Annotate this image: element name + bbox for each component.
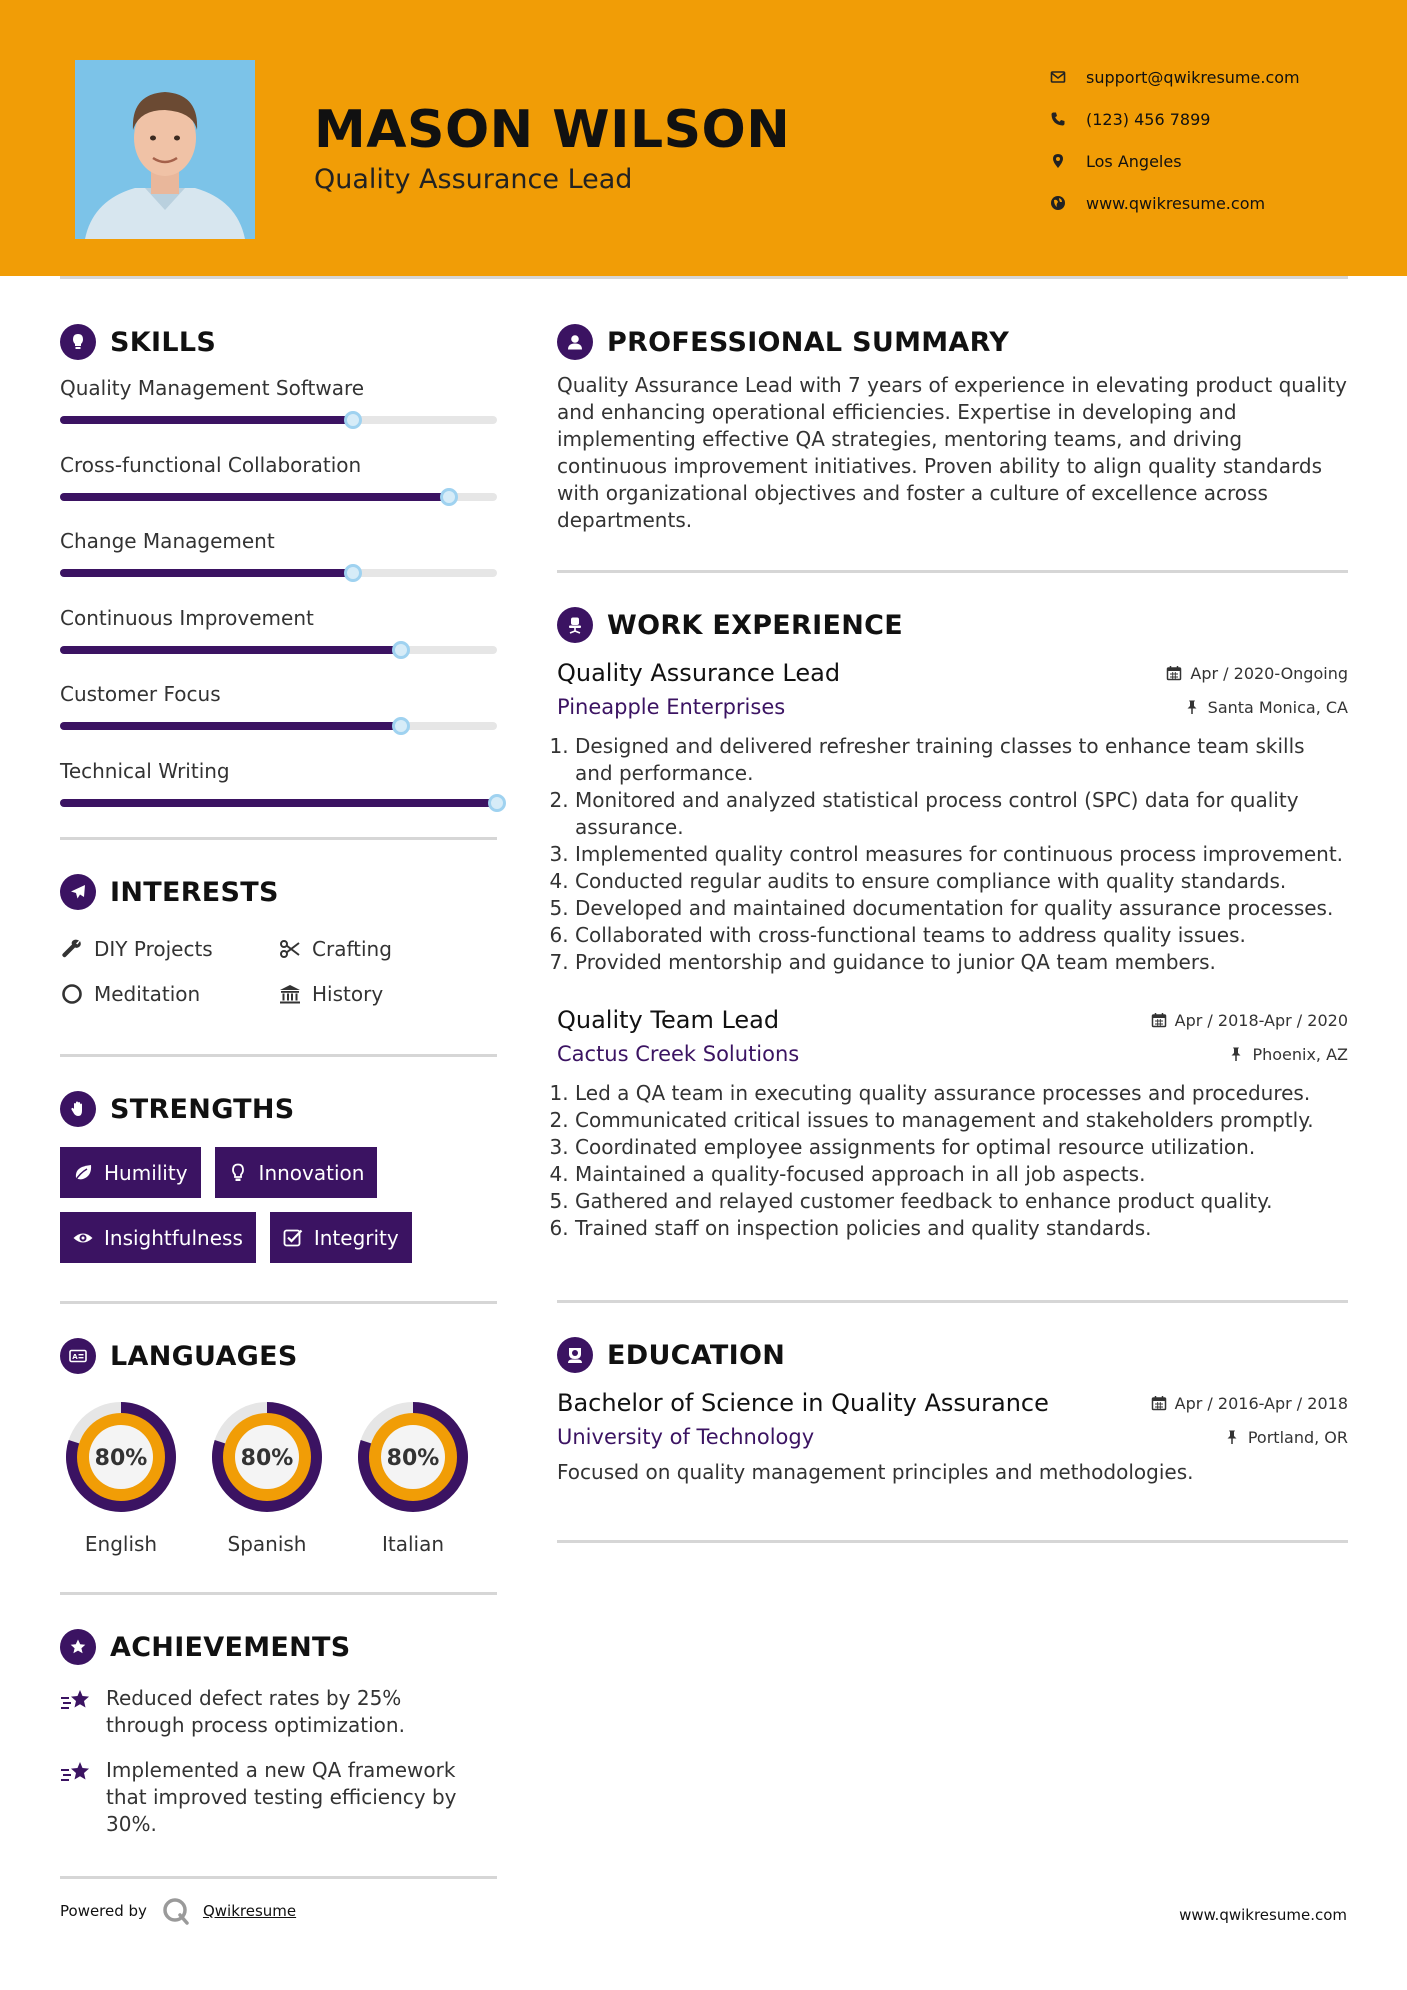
experience-title: WORK EXPERIENCE xyxy=(607,609,903,641)
skill-bar-fill xyxy=(60,416,353,424)
language-name: English xyxy=(84,1532,158,1556)
language-name: Italian xyxy=(381,1532,445,1556)
summary-heading xyxy=(557,318,1348,366)
languages-heading xyxy=(60,1332,497,1380)
job-dates-text: Apr / 2020-Ongoing xyxy=(1190,663,1348,683)
language-ring xyxy=(206,1396,328,1518)
user-icon xyxy=(557,324,593,360)
wrench-icon xyxy=(60,937,84,961)
job-subheader xyxy=(557,695,1348,719)
contact-location xyxy=(1050,140,1300,182)
paper-plane-icon xyxy=(60,874,96,910)
envelope-icon xyxy=(1050,69,1086,85)
circle-icon xyxy=(60,982,84,1006)
pushpin-icon xyxy=(1224,1429,1240,1445)
profile-photo-image xyxy=(75,60,255,239)
job-location xyxy=(1228,1045,1348,1064)
job-subheader xyxy=(557,1042,1348,1066)
company-name: Pineapple Enterprises xyxy=(557,695,786,719)
duty-item: 7. Provided mentorship and guidance to junior QA team members. xyxy=(575,949,1348,976)
skill-bar-knob xyxy=(344,564,362,582)
qwikresume-logo-icon xyxy=(161,1896,191,1926)
lightbulb-icon xyxy=(60,324,96,360)
interests-heading xyxy=(60,868,497,916)
leaf-icon xyxy=(72,1162,94,1184)
skill-bar-knob xyxy=(440,488,458,506)
skill-bar xyxy=(60,799,497,807)
skill-name: Cross-functional Collaboration xyxy=(60,452,362,477)
interests-title: INTERESTS xyxy=(110,876,279,908)
duty-item: 6. Trained staff on inspection policies and quality standards. xyxy=(575,1215,1348,1242)
skill-bar xyxy=(60,493,497,501)
strength-badge xyxy=(270,1212,412,1263)
profile-photo xyxy=(75,60,255,239)
language-item xyxy=(206,1396,328,1556)
footer-powered-by xyxy=(60,1896,296,1926)
job-header xyxy=(557,1006,1348,1034)
achievement-text: Reduced defect rates by 25% through process optimization. xyxy=(106,1686,405,1737)
skill-item xyxy=(60,366,497,443)
skill-bar-fill xyxy=(60,722,401,730)
shooting-star-icon xyxy=(60,1687,94,1715)
education-heading xyxy=(557,1331,1348,1379)
skill-name: Customer Focus xyxy=(60,682,221,706)
education-header xyxy=(557,1389,1348,1417)
skills-list xyxy=(60,366,497,825)
skill-bar-fill xyxy=(60,569,353,577)
languages-list xyxy=(60,1396,497,1556)
star-badge-icon xyxy=(60,1629,96,1665)
skill-bar-knob xyxy=(344,411,362,429)
language-ring xyxy=(60,1396,182,1518)
skill-name: Change Management xyxy=(60,529,275,553)
duty-item: 3. Coordinated employee assignments for optimal resource utilization. xyxy=(575,1134,1348,1161)
job-header xyxy=(557,659,1348,687)
strength-badge xyxy=(215,1147,378,1198)
museum-icon xyxy=(278,982,302,1006)
section-divider xyxy=(60,1054,497,1057)
lightbulb-icon xyxy=(227,1162,249,1184)
duty-item: 1. Led a QA team in executing quality assurance processes and procedures. xyxy=(575,1080,1348,1107)
strengths-list xyxy=(60,1147,497,1263)
job-title: Quality Team Lead xyxy=(557,1006,780,1034)
job-location-text: Santa Monica, CA xyxy=(1207,697,1348,717)
education-dates xyxy=(1151,1394,1348,1413)
skill-bar-knob xyxy=(392,717,410,735)
candidate-role: Quality Assurance Lead xyxy=(314,164,633,195)
achievement-item xyxy=(60,1757,497,1838)
qwikresume-link[interactable]: Qwikresume xyxy=(202,1902,297,1920)
education-title: EDUCATION xyxy=(607,1339,786,1371)
contact-phone-text: (123) 456 7899 xyxy=(1086,109,1211,129)
interest-item xyxy=(278,926,496,971)
section-divider xyxy=(60,1301,497,1304)
skill-bar xyxy=(60,646,497,654)
section-divider xyxy=(60,1592,497,1595)
contact-phone xyxy=(1050,98,1300,140)
interest-item xyxy=(60,926,278,971)
eye-icon xyxy=(72,1227,94,1249)
interests-list xyxy=(60,926,497,1016)
summary-title: PROFESSIONAL SUMMARY xyxy=(607,326,1010,358)
language-percent: 80% xyxy=(386,1446,440,1471)
interest-label: History xyxy=(312,981,384,1006)
job-duties xyxy=(557,733,1348,976)
skill-name: Technical Writing xyxy=(60,758,230,783)
resume-header xyxy=(0,0,1407,276)
phone-icon xyxy=(1050,111,1086,127)
education-location xyxy=(1224,1428,1348,1447)
job-dates xyxy=(1166,664,1348,683)
duty-item: 4. Maintained a quality-focused approach in all job aspects. xyxy=(575,1161,1348,1188)
contact-list xyxy=(1050,56,1300,224)
skill-item xyxy=(60,443,497,520)
scissors-icon xyxy=(278,937,302,961)
achievement-item xyxy=(60,1685,497,1739)
degree-name: Bachelor of Science in Quality Assurance xyxy=(557,1389,1049,1417)
office-chair-icon xyxy=(557,607,593,643)
globe-icon xyxy=(1050,195,1086,211)
duty-item: 4. Conducted regular audits to ensure compliance with quality standards. xyxy=(575,868,1348,895)
duty-item: 6. Collaborated with cross-functional teams to address quality issues. xyxy=(575,922,1348,949)
section-divider xyxy=(557,1300,1348,1303)
graduate-icon xyxy=(557,1337,593,1373)
calendar-icon xyxy=(1151,1012,1167,1028)
duty-item: 2. Communicated critical issues to management and stakeholders promptly. xyxy=(575,1107,1348,1134)
achievements-heading xyxy=(60,1623,497,1671)
strength-label: Innovation xyxy=(258,1160,365,1185)
skill-bar-knob xyxy=(392,641,410,659)
job-location-text: Phoenix, AZ xyxy=(1252,1044,1348,1064)
contact-location-text: Los Angeles xyxy=(1086,151,1182,171)
skill-bar xyxy=(60,722,497,730)
language-item xyxy=(352,1396,474,1556)
skill-item xyxy=(60,596,497,673)
skill-item xyxy=(60,749,497,826)
language-percent: 80% xyxy=(240,1446,294,1471)
duty-item: 2. Monitored and analyzed statistical process control (SPC) data for quality assurance. xyxy=(575,787,1348,841)
language-percent: 80% xyxy=(94,1446,148,1471)
school-name: University of Technology xyxy=(557,1425,815,1449)
languages-title: LANGUAGES xyxy=(110,1340,298,1372)
language-item xyxy=(60,1396,182,1556)
duty-item: 3. Implemented quality control measures for continuous process improvement. xyxy=(575,841,1348,868)
duty-item: 5. Developed and maintained documentation for quality assurance processes. xyxy=(575,895,1348,922)
left-column xyxy=(60,318,497,1879)
interest-label: Meditation xyxy=(94,981,201,1006)
education-description: Focused on quality management principles and methodologies. xyxy=(557,1460,1194,1484)
contact-website-text[interactable]: www.qwikresume.com xyxy=(1086,193,1266,213)
strength-label: Humility xyxy=(104,1160,188,1185)
calendar-icon xyxy=(1166,665,1182,681)
interest-item xyxy=(60,971,278,1016)
achievements-list xyxy=(60,1685,497,1838)
skill-item xyxy=(60,519,497,596)
footer-website[interactable]: www.qwikresume.com xyxy=(1179,1906,1347,1924)
candidate-name: MASON WILSON xyxy=(314,100,791,160)
job-title: Quality Assurance Lead xyxy=(557,659,841,687)
job-duties xyxy=(557,1080,1348,1242)
interest-label: Crafting xyxy=(312,936,392,961)
map-marker-icon xyxy=(1050,153,1086,169)
svg-text:A: A xyxy=(72,1353,78,1361)
hand-icon xyxy=(60,1091,96,1127)
skills-title: SKILLS xyxy=(110,326,217,358)
contact-email xyxy=(1050,56,1300,98)
education-dates-text: Apr / 2016-Apr / 2018 xyxy=(1174,1393,1348,1413)
skill-bar xyxy=(60,416,497,424)
achievement-text: Implemented a new QA framework that improved testing efficiency by 30%. xyxy=(106,1758,457,1836)
job-location xyxy=(1184,698,1348,717)
strengths-heading xyxy=(60,1085,497,1133)
skill-bar-fill xyxy=(60,493,449,501)
section-divider xyxy=(60,1876,497,1879)
skill-bar xyxy=(60,569,497,577)
education-subheader xyxy=(557,1425,1348,1449)
header-divider xyxy=(60,276,1348,279)
strength-badge xyxy=(60,1212,256,1263)
pushpin-icon xyxy=(1228,1046,1244,1062)
achievements-title: ACHIEVEMENTS xyxy=(110,1631,351,1663)
education-entry xyxy=(557,1389,1348,1486)
education-location-text: Portland, OR xyxy=(1247,1427,1348,1447)
contact-website xyxy=(1050,182,1300,224)
company-name: Cactus Creek Solutions xyxy=(557,1042,800,1066)
job-entry xyxy=(557,1006,1348,1242)
experience-heading xyxy=(557,601,1348,649)
contact-email-text[interactable]: support@qwikresume.com xyxy=(1086,67,1300,87)
interest-item xyxy=(278,971,496,1016)
strength-badge xyxy=(60,1147,201,1198)
job-dates xyxy=(1151,1011,1348,1030)
job-entry xyxy=(557,659,1348,976)
right-column xyxy=(557,318,1348,1543)
job-dates-text: Apr / 2018-Apr / 2020 xyxy=(1174,1010,1348,1030)
pushpin-icon xyxy=(1184,699,1200,715)
skill-bar-fill xyxy=(60,646,401,654)
powered-by-label: Powered by xyxy=(60,1902,147,1920)
shooting-star-icon xyxy=(60,1759,94,1787)
strengths-title: STRENGTHS xyxy=(110,1093,295,1125)
skill-bar-fill xyxy=(60,799,497,807)
language-card-icon xyxy=(60,1338,96,1374)
section-divider xyxy=(557,1540,1348,1543)
duty-item: 5. Gathered and relayed customer feedback to enhance product quality. xyxy=(575,1188,1348,1215)
section-divider xyxy=(557,570,1348,573)
language-name: Spanish xyxy=(227,1532,307,1556)
strength-label: Insightfulness xyxy=(104,1225,243,1250)
summary-text: Quality Assurance Lead with 7 years of experience in elevating product quality and enhancing operational efficiencies. Expertise in developing and implementing effective QA strategies, mentoring teams, and driving continuous improvement initiatives. Proven ability to align quality standards with organizational objectives and foster a culture of excellence across departments. xyxy=(557,373,1348,532)
calendar-icon xyxy=(1151,1395,1167,1411)
section-divider xyxy=(60,837,497,840)
skill-item xyxy=(60,672,497,749)
check-square-icon xyxy=(282,1227,304,1249)
interest-label: DIY Projects xyxy=(94,936,213,961)
skills-heading xyxy=(60,318,497,366)
language-ring xyxy=(352,1396,474,1518)
duty-item: 1. Designed and delivered refresher training classes to enhance team skills and performance. xyxy=(575,733,1348,787)
skill-name: Quality Management Software xyxy=(60,376,365,400)
skill-bar-knob xyxy=(488,794,506,812)
skill-name: Continuous Improvement xyxy=(60,605,314,630)
strength-label: Integrity xyxy=(313,1225,399,1250)
